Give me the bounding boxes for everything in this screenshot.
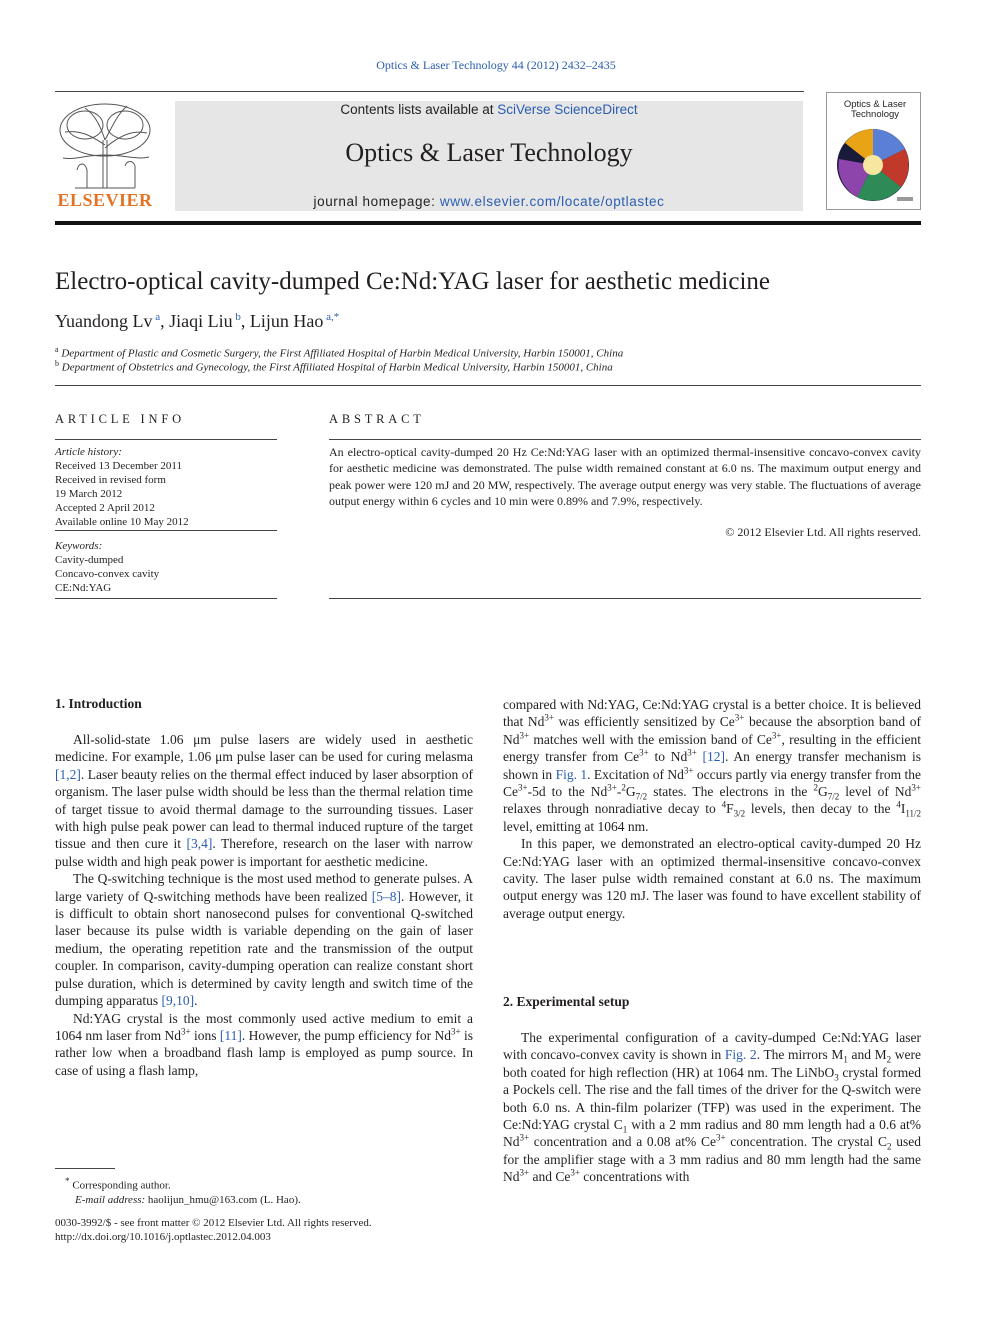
author-name: Yuandong Lv — [55, 311, 153, 331]
keyword: Cavity-dumped — [55, 554, 124, 566]
citation-link[interactable]: [9,10] — [161, 993, 195, 1009]
citation-link[interactable]: [12] — [702, 749, 726, 765]
paragraph: compared with Nd:YAG, Ce:Nd:YAG crystal is a better choice. It is believed that $Nd^{3+}$ was efficiently sensitized by $Ce^{3+}$ because the absorption band of $Nd^{3+}$ matches well with the emission band of $Ce^{3+}$, resulting in the efficient energy transfer from $Ce^{3+}$ to $Nd^{3+}$ [12]. An energy transfer mechanism is shown in Fig. 1. Excitation of $Nd^{3+}$ occurs partly via energy transfer from the $Ce^{3+}-5d$ to the $Nd^{3+}-^2G_{7/2}$ states. The electrons in the $^2G_{7/2}$ level of $Nd^{3+}$ relaxes through nonradiative decay to $^4F_{3/2}$ levels, then decay to the $^4I_{11/2}$ level, emitting at 1064 nm. — [503, 697, 922, 834]
history-entry: Received in revised form — [55, 474, 166, 486]
issn-line: 0030-3992/$ - see front matter © 2012 Elsevier Ltd. All rights reserved. — [55, 1217, 372, 1229]
divider — [55, 598, 277, 599]
citation-link[interactable]: [11] — [219, 1027, 242, 1043]
cover-title-line-2: Technology — [850, 109, 900, 120]
body-column-right — [503, 696, 921, 922]
email-label: E-mail address: — [75, 1193, 146, 1206]
article-history — [55, 445, 277, 529]
email-address[interactable]: haolijun_hmu@163.com — [147, 1193, 258, 1206]
homepage-line — [175, 194, 803, 209]
author-affiliation-marker[interactable]: a — [155, 311, 161, 323]
journal-citation[interactable]: Optics & Laser Technology 44 (2012) 2432–2435 — [376, 58, 616, 72]
divider — [55, 530, 277, 531]
affiliation — [55, 345, 623, 360]
citation-link[interactable]: [3,4] — [186, 836, 213, 852]
abstract-text: An electro-optical cavity-dumped 20 Hz Ce:Nd:YAG laser with an optimized thermal-insensitive concavo-convex cavity for aesthetic medicine was demonstrated. The pulse width remained constant at 6.0 ns. The maximum output energy and peak power were 120 mJ and 20 MW, respectively. The average output energy was very stable. The fluctuations of average output energy within 6 cycles and 10 min were 0.89% and 7.9%, respectively. — [329, 445, 921, 509]
corresponding-label: Corresponding author. — [72, 1179, 171, 1192]
corresponding-author-footnote — [55, 1174, 301, 1207]
divider — [55, 439, 277, 440]
keywords — [55, 539, 277, 595]
history-entry: Received 13 December 2011 — [55, 460, 182, 472]
homepage-prefix: journal homepage: — [313, 194, 440, 209]
paragraph: Nd:YAG crystal is the most commonly used active medium to emit a 1064 nm laser from $Nd^{3+}$ ions [11]. However, the pump efficiency for $Nd^{3+}$ is rather low when a broadband flash lamp is employed as pump source. In case of using a flash lamp, — [55, 1010, 473, 1078]
paragraph: The Q-switching technique is the most used method to generate pulses. A large variety of Q-switching methods have been realized [5–8]. However, it is difficult to obtain short nanosecond pulses for conventional Q-switched laser because its pulse width is variable depending on the gain of laser medium, the operating repetition rate and the transmission of the output coupler. In comparison, cavity-dumping operation can realize constant short pulse duration, which is determined by cavity length and switch time of the dumping apparatus [9,10]. — [55, 871, 473, 1009]
abstract-heading: ABSTRACT — [329, 412, 425, 426]
paragraph: In this paper, we demonstrated an electro-optical cavity-dumped 20 Hz Ce:Nd:YAG laser with an optimized thermal-insensitive concavo-convex cavity. The laser pulse width remained constant at 6.0 ns. The maximum output energy was 120 mJ. The laser was found to have excellent stability of average output energy. — [503, 836, 921, 921]
elsevier-wordmark: ELSEVIER — [57, 190, 153, 210]
author-name: Jiaqi Liu — [169, 311, 233, 331]
paragraph: All-solid-state 1.06 μm pulse lasers are widely used in aesthetic medicine. For example, 1.06 μm pulse laser can be used for curing melasma [1,2]. Laser beauty relies on the thermal effect induced by laser absorption of organism. The laser pulse width should be less than the thermal relation time of target tissue to avoid thermal damage to the surrounding tissues. Laser with high pulse peak power can lead to thermal induced rupture of the target tissue and then cure it [3,4]. Therefore, research on the laser with narrow pulse width and high peak power is important for aesthetic medicine. — [55, 732, 473, 869]
email-line — [55, 1193, 301, 1207]
keywords-label: Keywords: — [55, 540, 103, 552]
affiliation-marker: a — [55, 345, 59, 354]
cover-title — [830, 100, 920, 120]
footnote-rule — [55, 1168, 115, 1169]
contents-line — [175, 102, 803, 117]
figure-link[interactable]: Fig. 1 — [555, 766, 588, 782]
affiliation-text: Department of Plastic and Cosmetic Surgery, the First Affiliated Hospital of Harbin Medical University, Harbin 150001, China — [61, 347, 624, 360]
author-affiliation-marker[interactable]: a,* — [326, 311, 340, 323]
sciencedirect-link[interactable]: SciVerse ScienceDirect — [497, 102, 638, 117]
citation-link[interactable]: [5–8] — [371, 888, 402, 904]
affiliation-marker: b — [55, 359, 59, 368]
cover-title-line-1: Optics & Laser — [843, 99, 907, 110]
paragraph: The experimental configuration of a cavity-dumped Ce:Nd:YAG laser with concavo-convex cavity is shown in Fig. 2. The mirrors $M_1$ and $M_2$ were both coated for high reflection (HR) at 1064 nm. The LiNbO$_3$ crystal formed a Pockels cell. The rise and the fall times of the driver for the Q-switch were both 6.0 ns. A thin-film polarizer (TFP) was used in the experiment. The Ce:Nd:YAG crystal $C_1$ with a 2 mm radius and 80 mm length had a 0.6 at% $Nd^{3+}$ concentration and a 0.08 at% $Ce^{3+}$ concentration. The crystal $C_2$ used for the amplifier stage with a 3 mm radius and 80 mm length had the same $Nd^{3+}$ and $Ce^{3+}$ concentrations with — [503, 1030, 922, 1185]
author-list: Yuandong Lv $^a$, Jiaqi Liu $^b$, Lijun Hao $^{a,*}$ — [55, 311, 340, 331]
header-rule-top — [55, 91, 804, 92]
divider — [55, 385, 921, 386]
homepage-link[interactable]: www.elsevier.com/locate/optlastec — [439, 194, 665, 209]
doi-link[interactable]: http://dx.doi.org/10.1016/j.optlastec.2012.04.003 — [55, 1231, 271, 1243]
body-column-right-setup — [503, 1029, 921, 1186]
body-column-left — [55, 731, 473, 1079]
corresponding-line: * Corresponding author. — [65, 1176, 171, 1192]
contents-prefix: Contents lists available at — [340, 102, 498, 117]
keyword: Concavo-convex cavity — [55, 568, 160, 580]
author-affiliation-marker[interactable]: b — [235, 311, 241, 323]
affiliation — [55, 359, 613, 374]
history-entry: 19 March 2012 — [55, 488, 123, 500]
author-name: Lijun Hao — [249, 311, 324, 331]
section-heading-introduction: 1. Introduction — [55, 696, 142, 711]
keyword: CE:Nd:YAG — [55, 582, 112, 594]
section-heading-experimental-setup: 2. Experimental setup — [503, 994, 630, 1009]
article-title: Electro-optical cavity-dumped Ce:Nd:YAG laser for aesthetic medicine — [55, 268, 771, 295]
history-label: Article history: — [55, 446, 122, 458]
divider — [329, 439, 921, 440]
article-info-heading: ARTICLE INFO — [55, 412, 185, 426]
email-suffix: (L. Hao). — [257, 1193, 301, 1206]
elsevier-tree-icon — [55, 100, 155, 190]
copyright-notice: © 2012 Elsevier Ltd. All rights reserved. — [725, 525, 921, 539]
divider — [329, 598, 921, 599]
affiliation-text: Department of Obstetrics and Gynecology, the First Affiliated Hospital of Harbin Medical University, Harbin 150001, China — [61, 361, 613, 374]
history-entry: Available online 10 May 2012 — [55, 516, 189, 528]
header-rule-bottom — [55, 221, 921, 225]
journal-title: Optics & Laser Technology — [345, 138, 633, 167]
citation-link[interactable]: [1,2] — [55, 766, 81, 782]
history-entry: Accepted 2 April 2012 — [55, 502, 155, 514]
figure-link[interactable]: Fig. 2 — [724, 1047, 757, 1063]
footer-metadata — [55, 1216, 372, 1244]
